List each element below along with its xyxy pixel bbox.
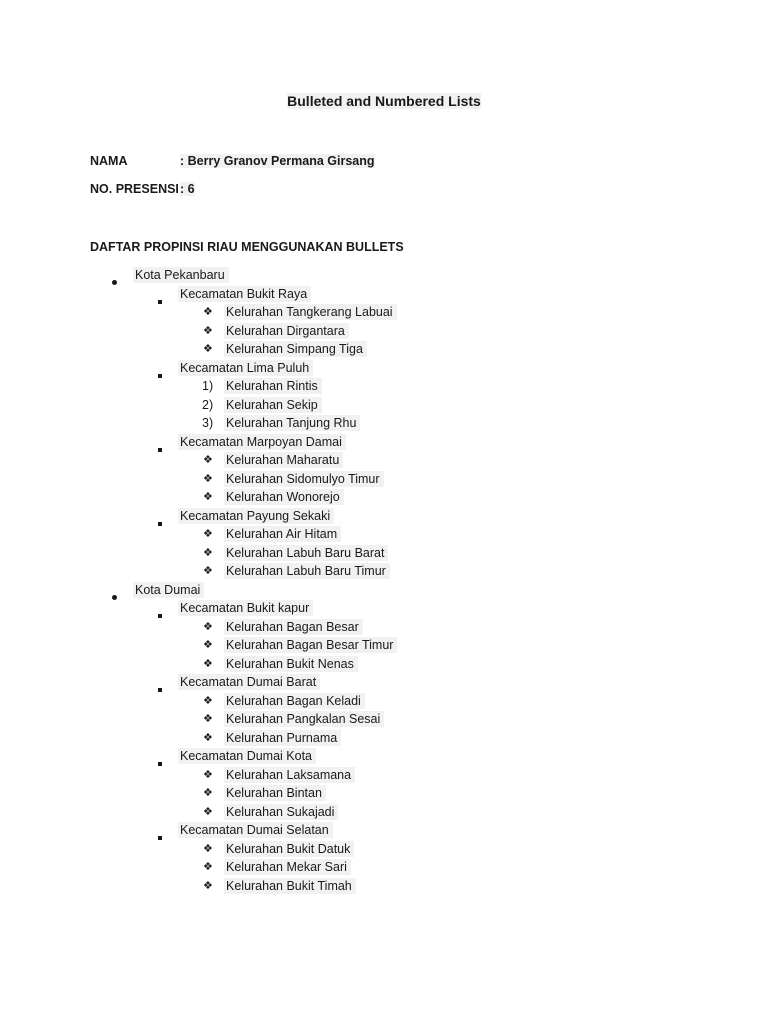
list-item-level-3: Kelurahan Bukit Nenas (224, 656, 358, 672)
list-item-level-2: Kecamatan Dumai Barat (178, 674, 320, 690)
bullet-dot-icon (112, 273, 117, 289)
list-item-level-3: Kelurahan Wonorejo (224, 489, 344, 505)
list-number: 1) (202, 379, 214, 393)
list-item-level-3: Kelurahan Purnama (224, 730, 341, 746)
name-value (180, 153, 375, 169)
list-item-level-2: Kecamatan Dumai Kota (178, 748, 316, 764)
bullet-diamond-icon: ❖ (203, 695, 213, 707)
list-item-level-3: Kelurahan Rintis (224, 378, 322, 394)
list-item-level-3: Kelurahan Sidomulyo Timur (224, 471, 384, 487)
list-item-level-3: Kelurahan Simpang Tiga (224, 341, 367, 357)
bullet-square-icon (158, 292, 162, 308)
section-heading: DAFTAR PROPINSI RIAU MENGGUNAKAN BULLETS (90, 240, 404, 254)
list-item-level-3: Kelurahan Bukit Datuk (224, 841, 354, 857)
bullet-diamond-icon: ❖ (203, 769, 213, 781)
list-item-level-1: Kota Pekanbaru (133, 267, 229, 283)
presensi-label: NO. PRESENSI (90, 182, 179, 196)
name-label: NAMA (90, 154, 128, 168)
bullet-diamond-icon: ❖ (203, 491, 213, 503)
bullet-diamond-icon: ❖ (203, 861, 213, 873)
bullet-diamond-icon: ❖ (203, 713, 213, 725)
list-item-level-2: Kecamatan Bukit Raya (178, 286, 311, 302)
bullet-diamond-icon: ❖ (203, 565, 213, 577)
bullet-diamond-icon: ❖ (203, 843, 213, 855)
list-item-level-3: Kelurahan Mekar Sari (224, 859, 351, 875)
bullet-square-icon (158, 514, 162, 530)
bullet-square-icon (158, 754, 162, 770)
list-item-level-3: Kelurahan Bagan Keladi (224, 693, 365, 709)
bullet-square-icon (158, 366, 162, 382)
presensi-value-text: : 6 (180, 182, 195, 196)
list-item-level-3: Kelurahan Sukajadi (224, 804, 338, 820)
list-number: 2) (202, 398, 214, 412)
bullet-diamond-icon: ❖ (203, 325, 213, 337)
list-item-level-3: Kelurahan Pangkalan Sesai (224, 711, 384, 727)
bullet-square-icon (158, 440, 162, 456)
list-item-level-3: Kelurahan Sekip (224, 397, 322, 413)
list-item-level-2: Kecamatan Lima Puluh (178, 360, 313, 376)
name-value-text: : Berry Granov Permana Girsang (180, 154, 375, 168)
bullet-diamond-icon: ❖ (203, 473, 213, 485)
list-item-level-3: Kelurahan Labuh Baru Barat (224, 545, 388, 561)
list-item-level-3: Kelurahan Bukit Timah (224, 878, 356, 894)
list-item-level-2: Kecamatan Marpoyan Damai (178, 434, 346, 450)
bullet-diamond-icon: ❖ (203, 528, 213, 540)
bullet-square-icon (158, 680, 162, 696)
bullet-dot-icon (112, 588, 117, 604)
bullet-diamond-icon: ❖ (203, 306, 213, 318)
bullet-diamond-icon: ❖ (203, 787, 213, 799)
list-item-level-1: Kota Dumai (133, 582, 204, 598)
bullet-diamond-icon: ❖ (203, 658, 213, 670)
page-title-text: Bulleted and Numbered Lists (287, 93, 481, 109)
bullet-diamond-icon: ❖ (203, 621, 213, 633)
bullet-diamond-icon: ❖ (203, 547, 213, 559)
list-item-level-3: Kelurahan Air Hitam (224, 526, 341, 542)
list-item-level-3: Kelurahan Tanjung Rhu (224, 415, 360, 431)
list-item-level-3: Kelurahan Laksamana (224, 767, 355, 783)
list-item-level-2: Kecamatan Dumai Selatan (178, 822, 333, 838)
list-number: 3) (202, 416, 214, 430)
list-item-level-3: Kelurahan Bagan Besar (224, 619, 363, 635)
bullet-diamond-icon: ❖ (203, 343, 213, 355)
list-item-level-3: Kelurahan Tangkerang Labuai (224, 304, 397, 320)
bullet-square-icon (158, 606, 162, 622)
list-item-level-3: Kelurahan Bagan Besar Timur (224, 637, 397, 653)
bullet-diamond-icon: ❖ (203, 639, 213, 651)
bullet-square-icon (158, 828, 162, 844)
list-item-level-3: Kelurahan Dirgantara (224, 323, 349, 339)
bullet-diamond-icon: ❖ (203, 732, 213, 744)
list-item-level-3: Kelurahan Maharatu (224, 452, 343, 468)
list-item-level-2: Kecamatan Payung Sekaki (178, 508, 334, 524)
list-item-level-3: Kelurahan Labuh Baru Timur (224, 563, 390, 579)
list-item-level-2: Kecamatan Bukit kapur (178, 600, 313, 616)
bullet-diamond-icon: ❖ (203, 454, 213, 466)
bullet-diamond-icon: ❖ (203, 806, 213, 818)
presensi-value (180, 181, 195, 197)
bullet-diamond-icon: ❖ (203, 880, 213, 892)
list-item-level-3: Kelurahan Bintan (224, 785, 326, 801)
page-title (0, 93, 768, 109)
